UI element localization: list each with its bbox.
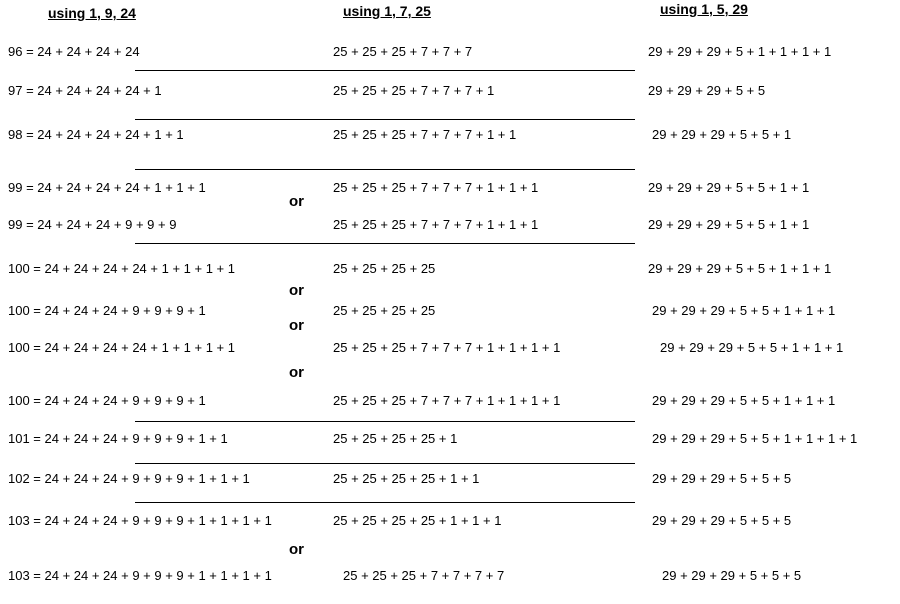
row-103b-col2: 25 + 25 + 25 + 7 + 7 + 7 + 7 <box>343 568 505 583</box>
row-97-col2: 25 + 25 + 25 + 7 + 7 + 7 + 1 <box>333 83 495 98</box>
row-99a-col2: 25 + 25 + 25 + 7 + 7 + 7 + 1 + 1 + 1 <box>333 180 539 195</box>
row-100c-col2: 25 + 25 + 25 + 7 + 7 + 7 + 1 + 1 + 1 + 1 <box>333 340 561 355</box>
row-96-col1: 96 = 24 + 24 + 24 + 24 <box>8 44 140 59</box>
row-102-col1: 102 = 24 + 24 + 24 + 9 + 9 + 9 + 1 + 1 + 1 <box>8 471 250 486</box>
row-96-col3: 29 + 29 + 29 + 5 + 1 + 1 + 1 + 1 <box>648 44 832 59</box>
row-103b-col3: 29 + 29 + 29 + 5 + 5 + 5 <box>662 568 802 583</box>
row-100a-col2: 25 + 25 + 25 + 25 <box>333 261 436 276</box>
column-header-1-7-25: using 1, 7, 25 <box>343 3 431 19</box>
row-100a-col1: 100 = 24 + 24 + 24 + 24 + 1 + 1 + 1 + 1 <box>8 261 235 276</box>
row-96-col2: 25 + 25 + 25 + 7 + 7 + 7 <box>333 44 473 59</box>
or-separator: or <box>289 364 304 381</box>
row-100b-col3: 29 + 29 + 29 + 5 + 5 + 1 + 1 + 1 <box>652 303 836 318</box>
row-divider <box>135 243 635 244</box>
row-divider <box>135 421 635 422</box>
row-100b-col2: 25 + 25 + 25 + 25 <box>333 303 436 318</box>
or-separator: or <box>289 317 304 334</box>
row-divider <box>135 119 635 120</box>
row-99a-col1: 99 = 24 + 24 + 24 + 24 + 1 + 1 + 1 <box>8 180 206 195</box>
or-separator: or <box>289 282 304 299</box>
row-98-col1: 98 = 24 + 24 + 24 + 24 + 1 + 1 <box>8 127 184 142</box>
row-100c-col3: 29 + 29 + 29 + 5 + 5 + 1 + 1 + 1 <box>660 340 844 355</box>
row-divider <box>135 502 635 503</box>
column-header-1-5-29: using 1, 5, 29 <box>660 1 748 17</box>
row-100a-col3: 29 + 29 + 29 + 5 + 5 + 1 + 1 + 1 <box>648 261 832 276</box>
row-98-col3: 29 + 29 + 29 + 5 + 5 + 1 <box>652 127 792 142</box>
or-separator: or <box>289 193 304 210</box>
row-101-col2: 25 + 25 + 25 + 25 + 1 <box>333 431 458 446</box>
row-102-col3: 29 + 29 + 29 + 5 + 5 + 5 <box>652 471 792 486</box>
row-101-col1: 101 = 24 + 24 + 24 + 9 + 9 + 9 + 1 + 1 <box>8 431 228 446</box>
row-101-col3: 29 + 29 + 29 + 5 + 5 + 1 + 1 + 1 + 1 <box>652 431 858 446</box>
row-100d-col3: 29 + 29 + 29 + 5 + 5 + 1 + 1 + 1 <box>652 393 836 408</box>
row-103a-col2: 25 + 25 + 25 + 25 + 1 + 1 + 1 <box>333 513 502 528</box>
row-103b-col1: 103 = 24 + 24 + 24 + 9 + 9 + 9 + 1 + 1 + 1 + 1 <box>8 568 272 583</box>
row-99a-col3: 29 + 29 + 29 + 5 + 5 + 1 + 1 <box>648 180 810 195</box>
row-99b-col2: 25 + 25 + 25 + 7 + 7 + 7 + 1 + 1 + 1 <box>333 217 539 232</box>
row-103a-col1: 103 = 24 + 24 + 24 + 9 + 9 + 9 + 1 + 1 + 1 + 1 <box>8 513 272 528</box>
row-100b-col1: 100 = 24 + 24 + 24 + 9 + 9 + 9 + 1 <box>8 303 206 318</box>
row-99b-col1: 99 = 24 + 24 + 24 + 9 + 9 + 9 <box>8 217 177 232</box>
or-separator: or <box>289 541 304 558</box>
row-103a-col3: 29 + 29 + 29 + 5 + 5 + 5 <box>652 513 792 528</box>
row-100d-col1: 100 = 24 + 24 + 24 + 9 + 9 + 9 + 1 <box>8 393 206 408</box>
row-100c-col1: 100 = 24 + 24 + 24 + 24 + 1 + 1 + 1 + 1 <box>8 340 235 355</box>
column-header-1-9-24: using 1, 9, 24 <box>48 5 136 21</box>
row-98-col2: 25 + 25 + 25 + 7 + 7 + 7 + 1 + 1 <box>333 127 517 142</box>
row-divider <box>135 70 635 71</box>
row-97-col1: 97 = 24 + 24 + 24 + 24 + 1 <box>8 83 162 98</box>
row-102-col2: 25 + 25 + 25 + 25 + 1 + 1 <box>333 471 480 486</box>
row-divider <box>135 463 635 464</box>
row-100d-col2: 25 + 25 + 25 + 7 + 7 + 7 + 1 + 1 + 1 + 1 <box>333 393 561 408</box>
row-99b-col3: 29 + 29 + 29 + 5 + 5 + 1 + 1 <box>648 217 810 232</box>
row-97-col3: 29 + 29 + 29 + 5 + 5 <box>648 83 766 98</box>
row-divider <box>135 169 635 170</box>
